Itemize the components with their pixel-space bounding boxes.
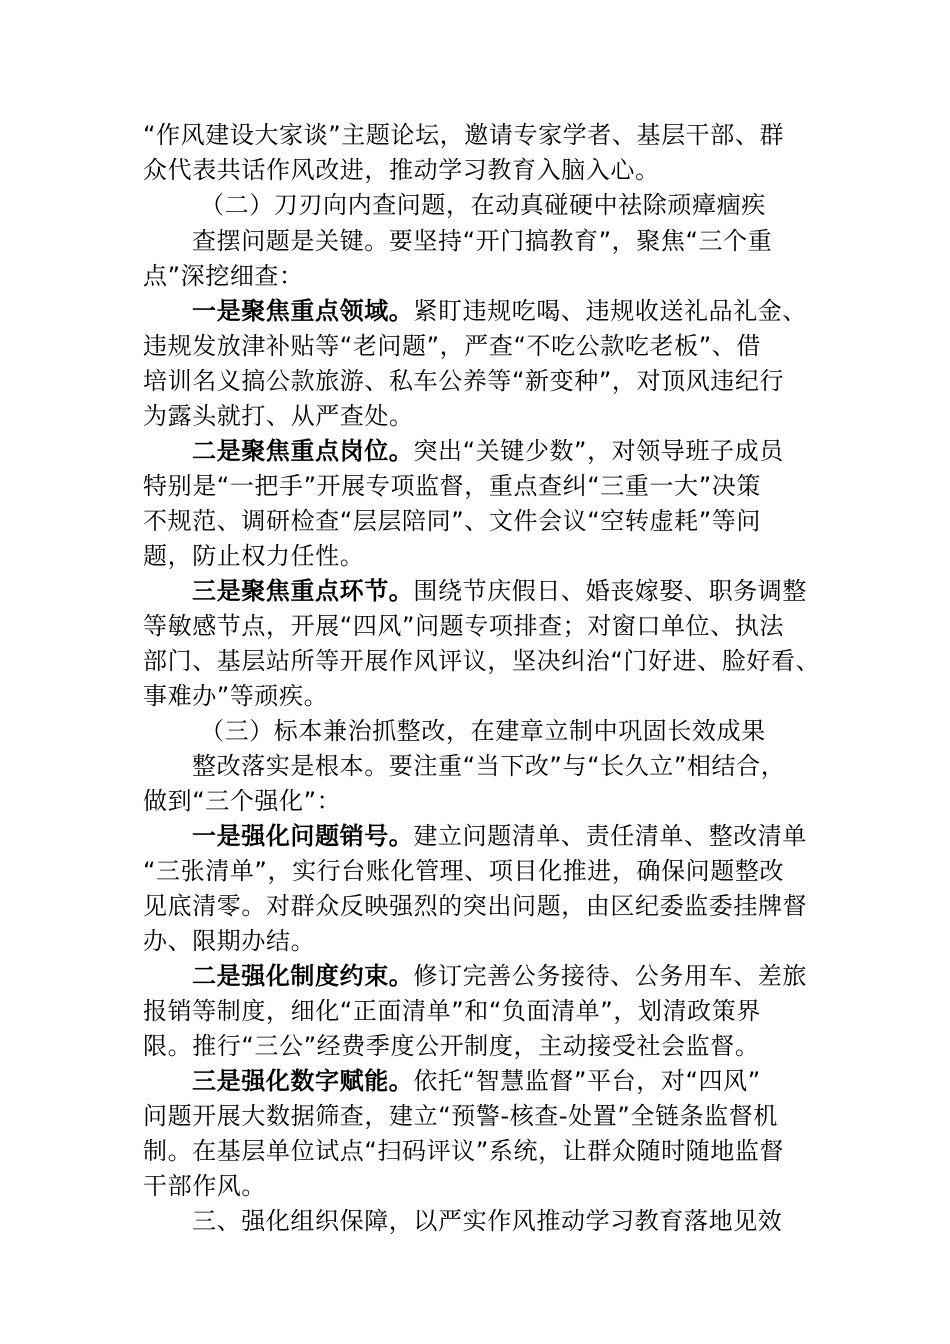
text-run: “三张清单”，实行台账化管理、项目化推进，确保问题整改 (143, 857, 785, 885)
text-run: 不规范、调研检查“层层陪同”、文件会议“空转虚耗”等问 (143, 507, 761, 535)
text-run: 整改落实是根本。要注重“当下改”与“长久立”相结合， (192, 752, 786, 780)
section-heading (192, 1204, 882, 1238)
text-run: 干部作风。 (143, 1172, 266, 1200)
text-run: 事难办”等顽疾。 (143, 682, 329, 710)
point-lead: 二是强化制度约束。 (192, 962, 414, 990)
paragraph-line (143, 679, 833, 713)
text-run: 突出“关键少数”，对领导班子成员 (413, 437, 784, 465)
paragraph-line (143, 609, 833, 643)
paragraph-line (143, 329, 833, 363)
text-run: 办、限期办结。 (143, 927, 316, 955)
section-heading (200, 714, 890, 748)
text-run: 依托“智慧监督”平台，对“四风” (413, 1067, 761, 1095)
paragraph-line (143, 469, 833, 503)
heading-text: （三）标本兼治抓整改，在建章立制中巩固长效成果 (200, 717, 766, 745)
paragraph-line (143, 889, 833, 923)
text-run: 特别是“一把手”开展专项监督，重点查纠“三重一大”决策 (143, 472, 761, 500)
point-line (192, 959, 882, 993)
paragraph-line (143, 364, 833, 398)
text-run: 制。在基层单位试点“扫码评议”系统，让群众随时随地监督 (143, 1137, 785, 1165)
paragraph-line (143, 399, 833, 433)
text-run: 众代表共话作风改进，推动学习教育入脑入心。 (143, 156, 660, 184)
heading-text: （二）刀刃向内查问题，在动真碰硬中祛除顽瘴痼疾 (200, 191, 766, 219)
text-run: 紧盯违规吃喝、违规收送礼品礼金、 (413, 297, 808, 325)
point-lead: 一是强化问题销号。 (192, 822, 414, 850)
paragraph-line (143, 854, 833, 888)
point-line (192, 434, 882, 468)
paragraph-line (192, 224, 882, 258)
paragraph-line (192, 749, 882, 783)
paragraph-line (143, 994, 833, 1028)
paragraph-line (143, 1029, 833, 1063)
point-lead: 三是强化数字赋能。 (192, 1067, 414, 1095)
text-run: 见底清零。对群众反映强烈的突出问题，由区纪委监委挂牌督 (143, 892, 808, 920)
point-line (192, 819, 882, 853)
point-lead: 三是聚焦重点环节。 (192, 577, 414, 605)
text-run: 查摆问题是关键。要坚持“开门搞教育”，聚焦“三个重 (192, 227, 773, 255)
paragraph-line (143, 784, 833, 818)
paragraph-line (143, 1134, 833, 1168)
text-run: 围绕节庆假日、婚丧嫁娶、职务调整 (413, 577, 808, 605)
paragraph-line (143, 1099, 833, 1133)
text-run: 点”深挖细查： (143, 262, 304, 290)
point-line (192, 294, 882, 328)
point-lead: 一是聚焦重点领域。 (192, 297, 414, 325)
text-run: 建立问题清单、责任清单、整改清单 (413, 822, 808, 850)
section-heading (200, 188, 890, 222)
paragraph-line (143, 118, 833, 152)
text-run: 报销等制度，细化“正面清单”和“负面清单”，划清政策界 (143, 997, 761, 1025)
paragraph-line (143, 924, 833, 958)
paragraph-line (143, 259, 833, 293)
text-run: 限。推行“三公”经费季度公开制度，主动接受社会监督。 (143, 1032, 760, 1060)
heading-text: 三、强化组织保障，以严实作风推动学习教育落地见效 (192, 1207, 783, 1235)
text-run: 等敏感节点，开展“四风”问题专项排查；对窗口单位、执法 (143, 612, 785, 640)
paragraph-line (143, 1169, 833, 1203)
text-run: 修订完善公务接待、公务用车、差旅 (413, 962, 808, 990)
paragraph-line (143, 539, 833, 573)
text-run: 题，防止权力任性。 (143, 542, 365, 570)
point-lead: 二是聚焦重点岗位。 (192, 437, 414, 465)
text-run: 违规发放津补贴等“老问题”，严查“不吃公款吃老板”、借 (143, 332, 761, 360)
paragraph-line (143, 153, 833, 187)
point-line (192, 1064, 882, 1098)
text-run: “作风建设大家谈”主题论坛，邀请专家学者、基层干部、群 (143, 121, 785, 149)
point-line (192, 574, 882, 608)
text-run: 部门、基层站所等开展作风评议，坚决纠治“门好进、脸好看、 (143, 647, 821, 675)
paragraph-line (143, 504, 833, 538)
text-run: 培训名义搞公款旅游、私车公养等“新变种”，对顶风违纪行 (143, 367, 785, 395)
text-run: 为露头就打、从严查处。 (143, 402, 414, 430)
paragraph-line (143, 644, 833, 678)
text-run: 问题开展大数据筛查，建立“预警-核查-处置”全链条监督机 (143, 1102, 778, 1130)
text-run: 做到“三个强化”： (143, 787, 342, 815)
